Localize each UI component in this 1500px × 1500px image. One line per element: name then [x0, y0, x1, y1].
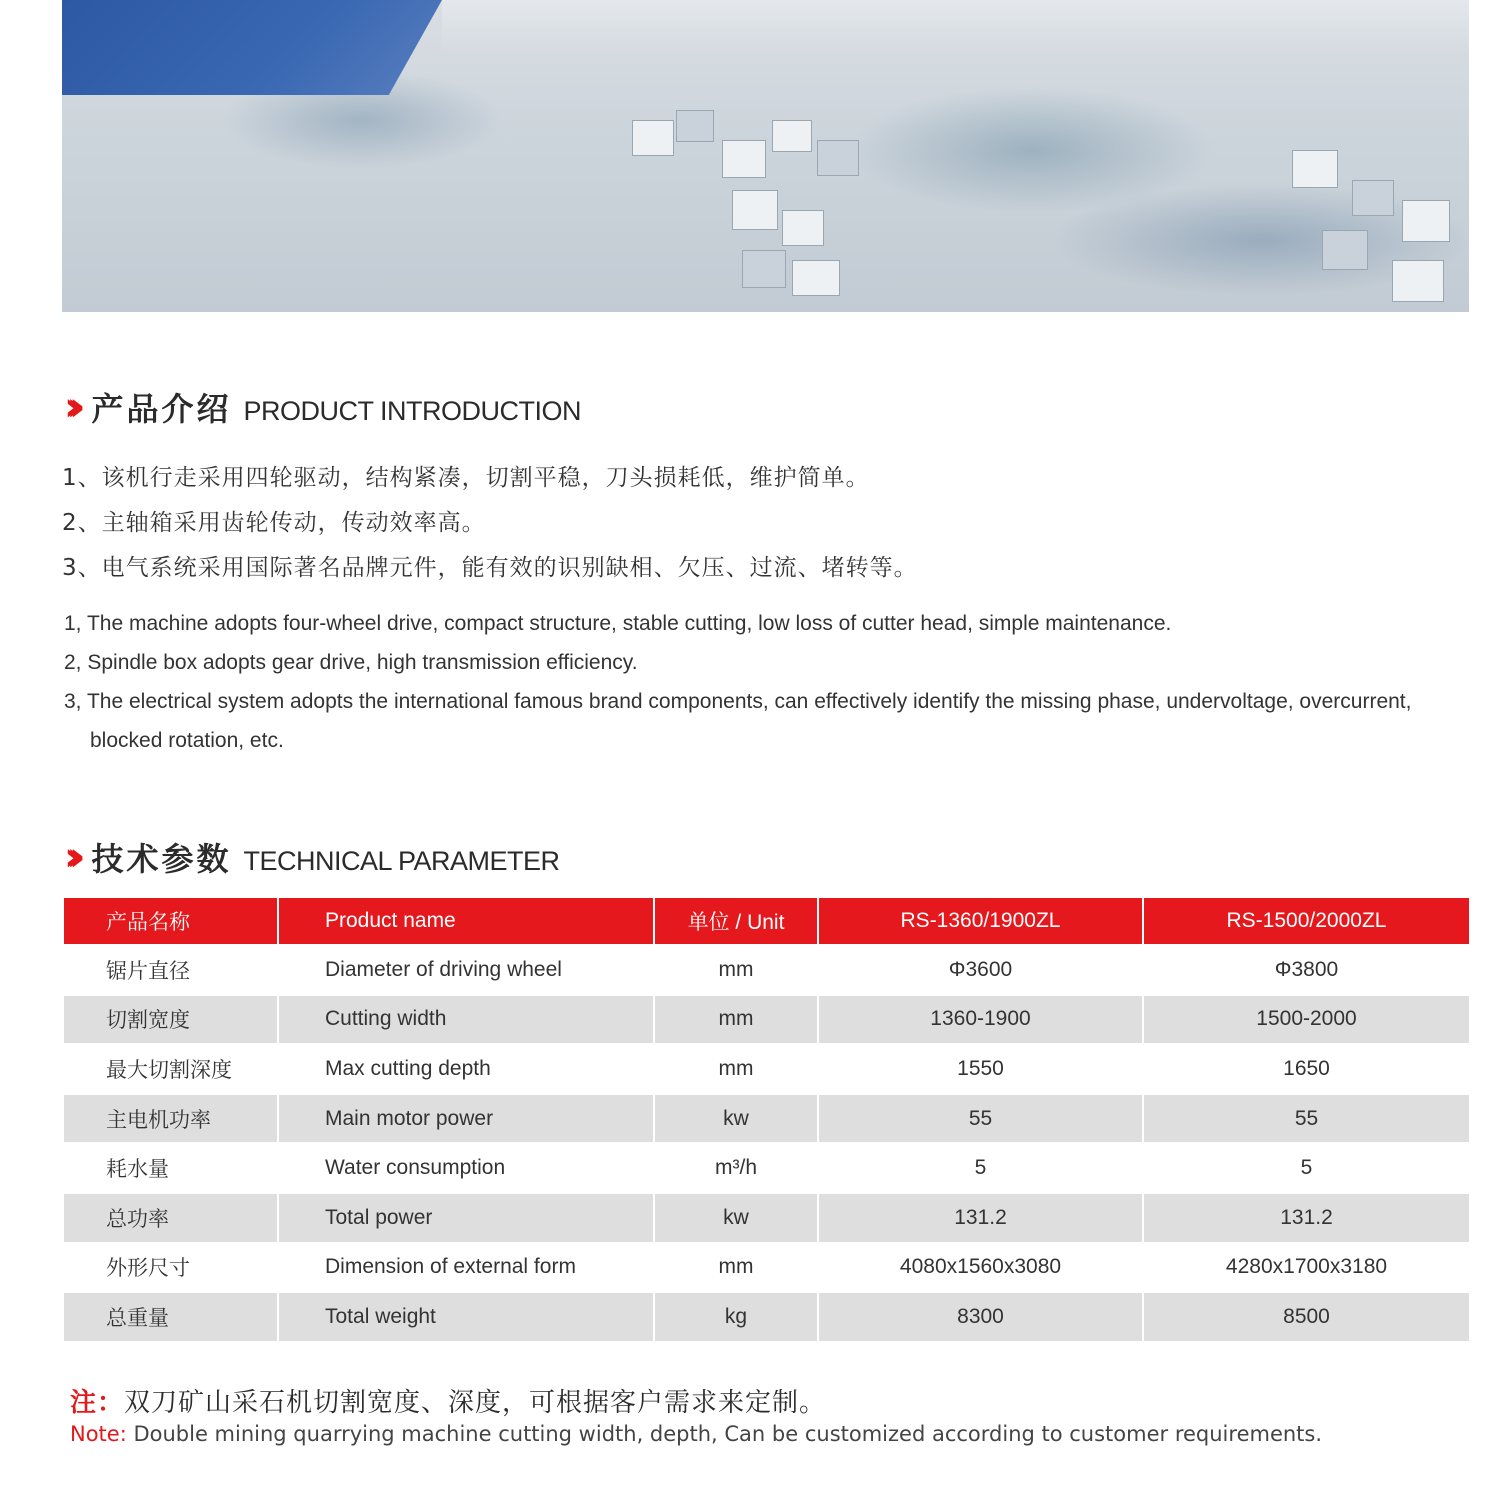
note-label-en: Note: — [70, 1422, 127, 1446]
table-cell: 锯片直径 — [64, 945, 278, 995]
table-cell: 5 — [1143, 1143, 1469, 1193]
table-cell: 耗水量 — [64, 1143, 278, 1193]
stone-blocks-right — [1282, 120, 1469, 310]
table-cell: Φ3800 — [1143, 945, 1469, 995]
table-cell: Dimension of external form — [278, 1243, 654, 1293]
table-cell: Main motor power — [278, 1094, 654, 1144]
note-en — [70, 1422, 1322, 1446]
table-cell: Cutting width — [278, 995, 654, 1045]
intro-heading-en: PRODUCT INTRODUCTION — [243, 396, 581, 426]
table-row — [64, 1044, 1469, 1094]
table-cell: 131.2 — [818, 1193, 1143, 1243]
table-cell: 55 — [818, 1094, 1143, 1144]
list-item: 1、该机行走采用四轮驱动，结构紧凑，切割平稳，刀头损耗低，维护简单。 — [62, 465, 870, 491]
table-cell: m³/h — [654, 1143, 818, 1193]
list-item: 3、电气系统采用国际著名品牌元件，能有效的识别缺相、欠压、过流、堵转等。 — [62, 555, 918, 581]
table-cell: 4280x1700x3180 — [1143, 1243, 1469, 1293]
list-item: 2、主轴箱采用齿轮传动，传动效率高。 — [62, 510, 486, 536]
table-cell: kg — [654, 1292, 818, 1342]
chevron-right-icon: ››› — [64, 384, 72, 430]
table-cell: 1360-1900 — [818, 995, 1143, 1045]
column-header: RS-1500/2000ZL — [1143, 898, 1469, 945]
intro-heading — [64, 384, 581, 430]
table-cell: 8500 — [1143, 1292, 1469, 1342]
stone-blocks — [632, 100, 882, 300]
table-cell: mm — [654, 1243, 818, 1293]
column-header: 单位 / Unit — [654, 898, 818, 945]
table-cell: 主电机功率 — [64, 1094, 278, 1144]
table-cell: 切割宽度 — [64, 995, 278, 1045]
list-item: 3, The electrical system adopts the international famous brand components, can effectively identify the missing phase, undervoltage, overcurrent, blocked rotation, etc. — [64, 690, 1412, 752]
intro-list-en — [64, 604, 1484, 760]
column-header: RS-1360/1900ZL — [818, 898, 1143, 945]
list-item: 2, Spindle box adopts gear drive, high transmission efficiency. — [64, 651, 638, 674]
table-cell: kw — [654, 1094, 818, 1144]
technical-heading-en: TECHNICAL PARAMETER — [243, 846, 560, 876]
table-cell: 1550 — [818, 1044, 1143, 1094]
table-row — [64, 1094, 1469, 1144]
table-cell: Max cutting depth — [278, 1044, 654, 1094]
note-text-cn: 双刀矿山采石机切割宽度、深度，可根据客户需求来定制。 — [124, 1388, 827, 1418]
table-cell: mm — [654, 995, 818, 1045]
table-row — [64, 945, 1469, 995]
quarry-ledge — [442, 0, 1469, 55]
table-cell: Water consumption — [278, 1143, 654, 1193]
chevron-right-icon: ››› — [64, 834, 72, 880]
table-cell: 外形尺寸 — [64, 1243, 278, 1293]
parameter-table — [64, 898, 1469, 1343]
table-cell: 总重量 — [64, 1292, 278, 1342]
table-cell: Φ3600 — [818, 945, 1143, 995]
table-header-row — [64, 898, 1469, 945]
technical-heading-cn: 技术参数 — [91, 840, 232, 878]
intro-heading-cn: 产品介绍 — [91, 390, 232, 428]
table-cell: 8300 — [818, 1292, 1143, 1342]
note-text-en: Double mining quarrying machine cutting width, depth, Can be customized according to customer requirements. — [126, 1422, 1323, 1446]
table-cell: 1500-2000 — [1143, 995, 1469, 1045]
list-item: 1, The machine adopts four-wheel drive, compact structure, stable cutting, low loss of cutter head, simple maintenance. — [64, 612, 1172, 635]
table-cell: mm — [654, 1044, 818, 1094]
table-cell: 4080x1560x3080 — [818, 1243, 1143, 1293]
table-cell: 最大切割深度 — [64, 1044, 278, 1094]
table-cell: Total weight — [278, 1292, 654, 1342]
table-row — [64, 1243, 1469, 1293]
intro-list-cn — [62, 456, 918, 591]
quarry-pit-wall — [62, 0, 442, 95]
table-cell: mm — [654, 945, 818, 995]
table-cell: kw — [654, 1193, 818, 1243]
column-header: Product name — [278, 898, 654, 945]
table-cell: Total power — [278, 1193, 654, 1243]
table-cell: 131.2 — [1143, 1193, 1469, 1243]
table-row — [64, 1292, 1469, 1342]
table-row — [64, 1193, 1469, 1243]
quarry-photo — [62, 0, 1469, 312]
technical-heading — [64, 834, 560, 880]
table-cell: 55 — [1143, 1094, 1469, 1144]
column-header: 产品名称 — [64, 898, 278, 945]
table-row — [64, 1143, 1469, 1193]
table-cell: 总功率 — [64, 1193, 278, 1243]
table-row — [64, 995, 1469, 1045]
table-cell: 1650 — [1143, 1044, 1469, 1094]
note-label-cn: 注： — [70, 1388, 125, 1418]
table-cell: 5 — [818, 1143, 1143, 1193]
note-cn — [70, 1382, 826, 1419]
table-cell: Diameter of driving wheel — [278, 945, 654, 995]
